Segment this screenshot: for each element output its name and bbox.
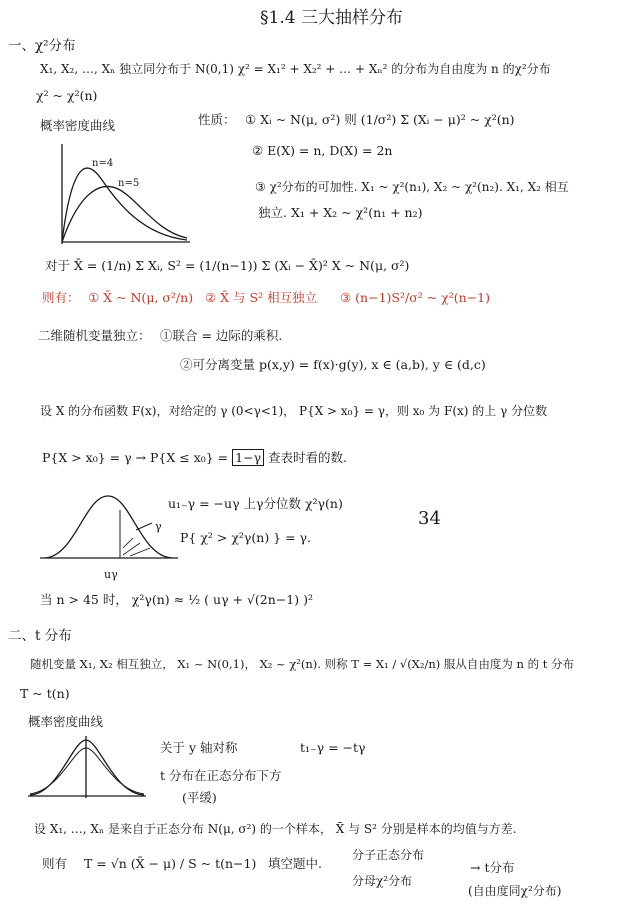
t-note-flatter: (平缓) [182, 790, 217, 805]
result-prefix: 则有： [42, 290, 80, 305]
property-2: ② E(X) = n, D(X) = 2n [252, 143, 393, 158]
gamma-mark: γ [155, 520, 162, 533]
independence-2: ②可分离变量 p(x,y) = f(x)·g(y), x ∈ (a,b), y ∈ (d,c) [180, 357, 486, 372]
chi2-heading: 一、χ²分布 [8, 38, 76, 54]
property-label: 性质： [198, 112, 236, 127]
numerator-hint: 分子正态分布 [352, 848, 425, 862]
curve-label-n5: n=5 [118, 178, 140, 189]
quantile-definition: 设 X 的分布函数 F(x)，对给定的 γ (0<γ<1)， P{X > x₀} = γ，则 x₀ 为 F(x) 的上 γ 分位数 [40, 404, 548, 418]
t-formula: T = √n (X̄ − μ) / S ~ t(n−1) [84, 856, 257, 871]
page-number: 34 [418, 508, 441, 529]
property-3a: ③ χ²分布的可加性. X₁ ~ χ²(n₁), X₂ ~ χ²(n₂). X₁, X₂ 相互 [255, 180, 569, 194]
sample-stats-line: 对于 X̄ = (1/n) Σ Xᵢ, S² = (1/(n−1)) Σ (Xᵢ − X̄)² X ~ N(μ, σ²) [45, 258, 410, 273]
t-density-figure [28, 732, 148, 804]
result-1: ① X̄ ~ N(μ, σ²/n) [88, 290, 194, 305]
chi2-definition: X₁, X₂, …, Xₙ 独立同分布于 N(0,1) χ² = X₁² + X₂² + … + Xₙ² 的分布为自由度为 n 的χ²分布 [40, 62, 551, 76]
t-heading: 二、t 分布 [8, 628, 72, 644]
page-title: §1.4 三大抽样分布 [260, 8, 403, 28]
t-notation: T ~ t(n) [20, 686, 70, 701]
property-1: ① Xᵢ ~ N(μ, σ²) 则 (1/σ²) Σ (Xᵢ − μ)² ~ χ²(n) [245, 112, 515, 127]
chi2-notation: χ² ~ χ²(n) [36, 88, 98, 103]
approximation: 当 n > 45 时， χ²γ(n) ≈ ½ ( uγ + √(2n−1) )² [40, 592, 313, 607]
u-mark: uγ [104, 568, 118, 581]
independence-1: ①联合 = 边际的乘积. [160, 328, 283, 343]
t-quantile-relation: t₁₋γ = −tγ [300, 740, 366, 755]
u-formula: u₁₋γ = −uγ 上γ分位数 χ²γ(n) [168, 496, 343, 511]
chi2-density-figure [42, 140, 192, 250]
curve-label-n4: n=4 [92, 158, 114, 169]
t-density-label: 概率密度曲线 [28, 714, 104, 729]
sample-definition: 设 X₁, …, Xₙ 是来自于正态分布 N(μ, σ²) 的一个样本， X̄ 与 S² 分别是样本的均值与方差. [34, 822, 517, 836]
chi2-density-label: 概率密度曲线 [40, 118, 116, 133]
chi2-quantile: P{ χ² > χ²γ(n) } = γ. [180, 530, 311, 545]
t-definition: 随机变量 X₁, X₂ 相互独立， X₁ ~ N(0,1)， X₂ ~ χ²(n). 则称 T = X₁ / √(X₂/n) 服从自由度为 n 的 t 分布 [30, 657, 575, 671]
dof-hint: (自由度同χ²分布) [468, 884, 562, 898]
t-distribution-arrow: → t分布 [470, 860, 515, 875]
t-symmetry: 关于 y 轴对称 [160, 740, 238, 755]
result-2: ② X̄ 与 S² 相互独立 [205, 290, 318, 305]
fill-hint: 填空题中. [268, 856, 322, 871]
t-note-below-normal: t 分布在正态分布下方 [160, 768, 282, 783]
property-3b: 独立. X₁ + X₂ ~ χ²(n₁ + n₂) [258, 205, 423, 220]
result-3: ③ (n−1)S²/σ² ~ χ²(n−1) [340, 290, 490, 305]
denominator-hint: 分母χ²分布 [352, 874, 413, 888]
independence-heading: 二维随机变量独立： [38, 328, 151, 343]
boxed-value: 1−γ [232, 449, 264, 466]
t-result-prefix: 则有 [42, 856, 68, 871]
quantile-equation: P{X > x₀} = γ → P{X ≤ x₀} = 1−γ 查表时看的数. [42, 450, 348, 465]
